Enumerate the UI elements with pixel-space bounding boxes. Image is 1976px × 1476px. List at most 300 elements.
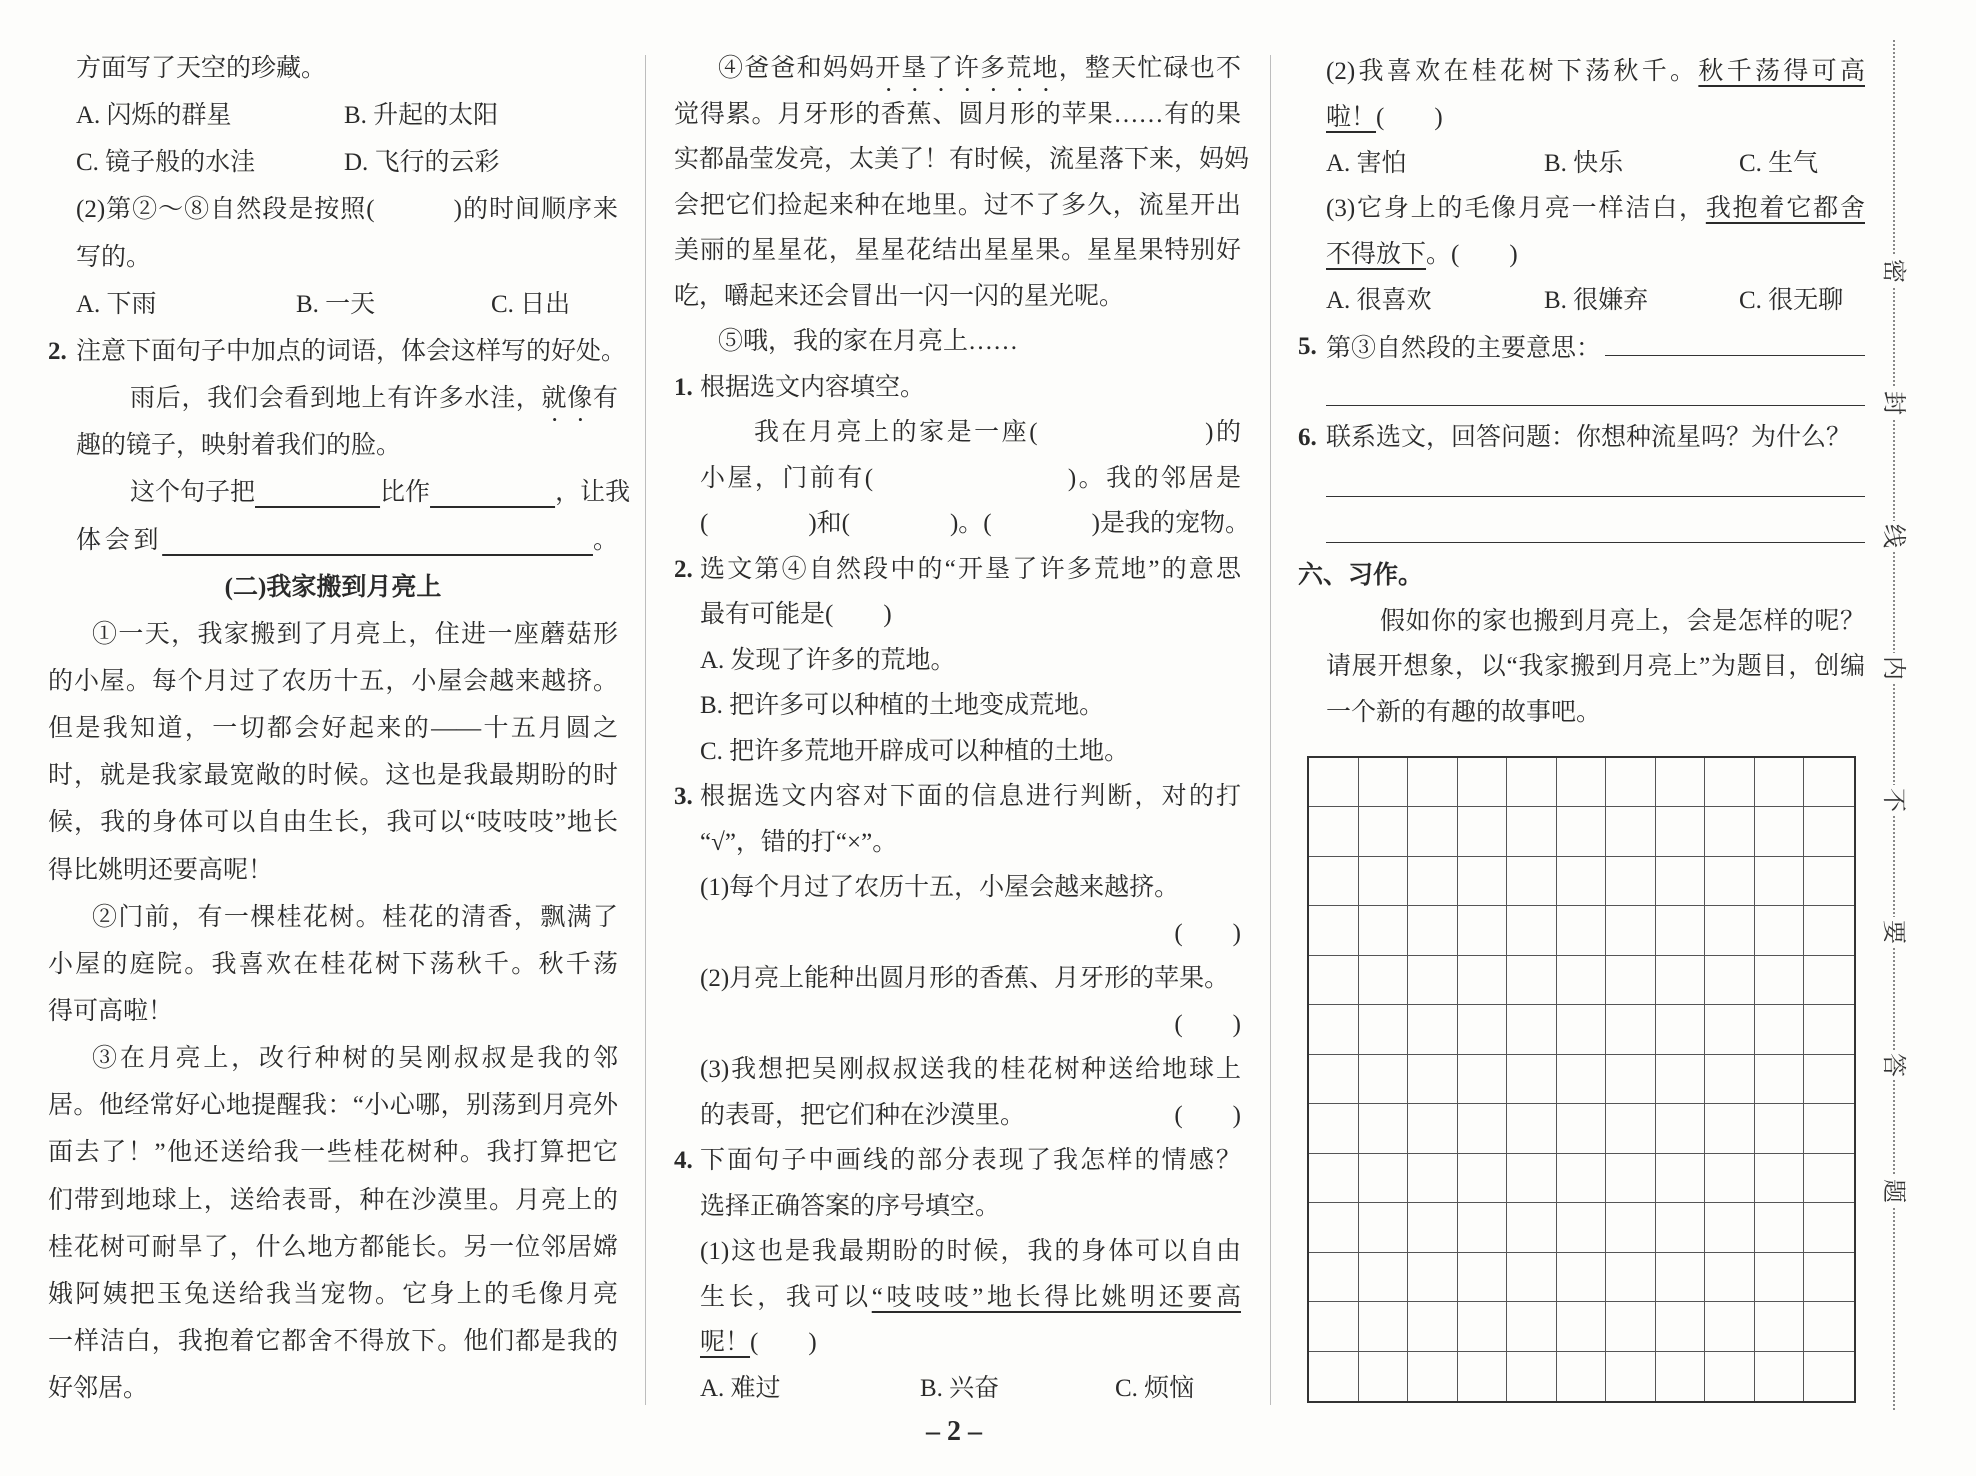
question-number: 4. [674,1147,693,1174]
grid-cell[interactable] [1309,956,1359,1005]
question-prompt [700,370,1241,406]
grid-cell[interactable] [1804,1302,1854,1351]
text-segment: 。 [592,526,618,554]
grid-cell[interactable] [1557,906,1607,955]
underlined-text: 秋千荡得可高 [1698,58,1865,85]
grid-cell[interactable] [1408,857,1458,906]
grid-cell[interactable] [1656,1253,1706,1302]
grid-cell[interactable] [1408,1005,1458,1054]
grid-cell[interactable] [1557,758,1607,807]
grid-cell[interactable] [1804,807,1854,856]
text-segment: 候，我的身体可以自由生长，我可以“吱吱吱”地长 [48,809,618,837]
grid-cell[interactable] [1804,857,1854,906]
grid-cell[interactable] [1408,1154,1458,1203]
grid-cell[interactable] [1408,906,1458,955]
underlined-text [162,527,593,554]
passage-line [48,1324,618,1360]
grid-cell[interactable] [1507,758,1557,807]
grid-cell[interactable] [1705,956,1755,1005]
grid-cell[interactable] [1705,758,1755,807]
grid-cell[interactable] [1408,956,1458,1005]
grid-cell[interactable] [1755,807,1805,856]
question-text [700,1052,1241,1088]
grid-cell[interactable] [1408,1203,1458,1252]
grid-cell[interactable] [1606,857,1656,906]
answer-line[interactable] [1326,496,1865,497]
grid-cell[interactable] [1507,1253,1557,1302]
grid-cell[interactable] [1755,1055,1805,1104]
question-text [76,428,618,464]
grid-cell[interactable] [1458,1154,1508,1203]
question-text [700,734,1241,770]
grid-cell[interactable] [1359,1005,1409,1054]
passage-line [48,1371,618,1407]
question-text [1326,100,1865,136]
seal-line-char: 线 [1878,521,1908,551]
grid-cell[interactable] [1606,1352,1656,1401]
grid-cell[interactable] [1755,1302,1805,1351]
grid-cell[interactable] [1507,1203,1557,1252]
grid-cell[interactable] [1804,1104,1854,1153]
seal-line-char: 答 [1878,1050,1908,1080]
grid-cell[interactable] [1309,1104,1359,1153]
grid-cell[interactable] [1507,1302,1557,1351]
question-number: 5. [1298,332,1317,360]
grid-cell[interactable] [1755,1352,1805,1401]
grid-cell[interactable] [1804,1253,1854,1302]
question-text [76,523,618,559]
grid-cell[interactable] [1606,1104,1656,1153]
text-segment: ( ) [750,1329,817,1356]
seal-line-char: 封 [1878,388,1908,418]
seal-line-char: 内 [1878,653,1908,683]
question-prompt [76,334,627,370]
grid-cell[interactable] [1606,1055,1656,1104]
grid-cell[interactable] [1755,1154,1805,1203]
grid-cell[interactable] [1656,956,1706,1005]
passage-line [48,994,618,1030]
grid-cell[interactable] [1656,807,1706,856]
grid-cell[interactable] [1309,1302,1359,1351]
underlined-text: 我抱着它都舍 [1705,195,1865,223]
grid-cell[interactable] [1309,807,1359,856]
grid-cell[interactable] [1557,956,1607,1005]
grid-cell[interactable] [1656,1302,1706,1351]
text-segment: 选文第④自然段中的“开垦了许多荒地”的意思 [700,555,1241,583]
grid-cell[interactable] [1507,1005,1557,1054]
text-segment: 美丽的星星花，星星花结出星星果。星星果特别好 [674,237,1241,264]
grid-cell[interactable] [1458,1104,1508,1153]
grid-cell[interactable] [1755,1203,1805,1252]
text-segment: 面去了！”他还送给我一些桂花树种。我打算把它 [48,1139,618,1167]
question-text [700,688,1241,724]
answer-option: A. 很喜欢 [1326,287,1432,314]
text-segment: ④爸爸和妈妈 [718,55,876,82]
grid-cell[interactable] [1359,1302,1409,1351]
text-segment: 的小屋。每个月过了农历十五，小屋会越来越挤。 [48,667,618,695]
answer-option: A. 害怕 [1326,149,1407,177]
dotted-emphasis-text: 就像 [541,385,593,413]
text-segment: B. 把许多可以种植的土地变成荒地。 [700,692,1105,719]
text-segment: 这个句子把 [130,479,256,507]
text-segment: C. 把许多荒地开辟成可以种植的土地。 [700,737,1130,765]
grid-cell[interactable] [1606,1253,1656,1302]
grid-cell[interactable] [1804,1154,1854,1203]
grid-cell[interactable] [1408,758,1458,807]
grid-cell[interactable] [1804,1005,1854,1054]
grid-cell[interactable] [1408,1253,1458,1302]
text-segment: 小屋的庭院。我喜欢在桂花树下荡秋千。秋千荡 [48,950,618,978]
grid-cell[interactable] [1804,1352,1854,1401]
underlined-text: 呢！ [700,1329,751,1356]
grid-cell[interactable] [1507,1104,1557,1153]
question-text [700,643,1241,679]
grid-cell[interactable] [1458,1302,1508,1351]
grid-cell[interactable] [1507,807,1557,856]
text-segment: (3)我想把吴刚叔叔送我的桂花树种送给地球上 [700,1056,1241,1083]
passage-line [48,853,618,889]
question-text [754,415,1241,451]
grid-cell[interactable] [1557,1154,1607,1203]
question-text [1326,54,1865,90]
judgement-bracket[interactable]: ( ) [1174,1010,1241,1038]
grid-cell[interactable] [1458,1253,1508,1302]
grid-cell[interactable] [1557,1203,1607,1252]
question-text [1326,695,1865,731]
question-prompt [700,552,1241,588]
seal-line-char: 题 [1878,1176,1908,1206]
question-text [700,961,1241,997]
text-segment: 的表哥，把它们种在沙漠里。 [700,1101,1026,1129]
answer-option: B. 升起的太阳 [344,102,499,130]
question-text [1326,237,1865,273]
text-segment: 但是我知道，一切都会好起来的——十五月圆之 [48,715,618,743]
grid-cell[interactable] [1755,906,1805,955]
grid-cell[interactable] [1557,1302,1607,1351]
grid-cell[interactable] [1557,1352,1607,1401]
grid-cell[interactable] [1557,857,1607,906]
grid-cell[interactable] [1458,1203,1508,1252]
grid-cell[interactable] [1606,906,1656,955]
passage-line [92,900,618,936]
grid-cell[interactable] [1804,906,1854,955]
grid-cell[interactable] [1359,1253,1409,1302]
grid-cell[interactable] [1507,906,1557,955]
text-segment: (1)这也是我最期盼的时候，我的身体可以自由 [700,1238,1241,1265]
text-segment: 方面写了天空的珍藏。 [76,55,327,82]
grid-cell[interactable] [1656,1352,1706,1401]
question-prompt [1326,329,1865,365]
question-text [130,381,618,417]
grid-cell[interactable] [1458,1005,1508,1054]
grid-cell[interactable] [1408,1302,1458,1351]
text-segment: 桂花树可耐旱了，什么地方都能长。另一位邻居嫦 [48,1233,618,1261]
grid-cell[interactable] [1309,857,1359,906]
grid-cell[interactable] [1557,1253,1607,1302]
answer-option: B. 兴奋 [920,1374,1000,1402]
passage-line [48,1230,618,1266]
text-segment: 得比姚明还要高呢！ [48,856,274,884]
grid-cell[interactable] [1804,956,1854,1005]
grid-cell[interactable] [1755,758,1805,807]
grid-cell[interactable] [1705,1352,1755,1401]
answer-option: C. 烦恼 [1115,1374,1195,1402]
grid-cell[interactable] [1705,906,1755,955]
passage-line [48,1183,618,1219]
text-segment: (2)我喜欢在桂花树下荡秋千。 [1326,58,1699,85]
grid-cell[interactable] [1557,1055,1607,1104]
grid-cell[interactable] [1408,1104,1458,1153]
grid-cell[interactable] [1606,1302,1656,1351]
text-segment: 六、习作。 [1298,561,1424,589]
underlined-text [255,479,380,506]
text-segment: ③在月亮上，改行种树的吴刚叔叔是我的邻 [92,1045,618,1073]
question-text [700,916,1241,952]
answer-option: C. 很无聊 [1739,287,1844,314]
grid-cell[interactable] [1507,956,1557,1005]
grid-cell[interactable] [1458,906,1508,955]
grid-cell[interactable] [1656,1005,1706,1054]
dotted-emphasis-text: 开垦了许多荒地 [875,55,1059,82]
text-segment: ( )和( )。( )是我的宠物。 [700,510,1250,537]
writing-grid[interactable] [1307,756,1856,1403]
text-segment: ①一天，我家搬到了月亮上，住进一座蘑菇形 [92,620,618,648]
answer-option: A. 闪烁的群星 [76,102,232,130]
answer-option: A. 下雨 [76,290,157,318]
grid-cell[interactable] [1705,1302,1755,1351]
section-heading [1298,558,1865,594]
grid-cell[interactable] [1359,956,1409,1005]
passage-line [48,805,618,841]
grid-cell[interactable] [1557,1104,1607,1153]
question-text [1380,604,1865,640]
passage-line [92,617,618,653]
question-text [1326,649,1865,685]
text-segment: (2)月亮上能种出圆月形的香蕉、月牙形的苹果。 [700,965,1230,992]
answer-line[interactable] [1326,542,1865,543]
grid-cell[interactable] [1359,1203,1409,1252]
answer-option: D. 飞行的云彩 [344,149,500,177]
grid-cell[interactable] [1705,1203,1755,1252]
column-divider [645,55,646,1405]
grid-cell[interactable] [1606,1005,1656,1054]
text-segment: 有 [592,385,618,413]
answer-option: B. 很嫌弃 [1544,287,1649,314]
question-text [700,1007,1241,1043]
grid-cell[interactable] [1606,758,1656,807]
grid-cell[interactable] [1458,1352,1508,1401]
grid-cell[interactable] [1656,1055,1706,1104]
grid-cell[interactable] [1458,1055,1508,1104]
question-number: 1. [674,373,693,401]
grid-cell[interactable] [1309,906,1359,955]
text-segment: (3)它身上的毛像月亮一样洁白， [1326,195,1706,223]
grid-cell[interactable] [1656,906,1706,955]
text-segment: ②门前，有一棵桂花树。桂花的清香，飘满了 [92,903,618,931]
passage-line [48,664,618,700]
grid-cell[interactable] [1656,1154,1706,1203]
grid-cell[interactable] [1309,1203,1359,1252]
passage-line [48,1277,618,1313]
grid-cell[interactable] [1408,1055,1458,1104]
passage-line [674,142,1250,178]
grid-cell[interactable] [1309,1352,1359,1401]
text-segment: ，让我 [555,479,631,507]
judgement-bracket[interactable]: ( ) [1174,919,1241,947]
question-text [700,1325,1241,1361]
column-divider [1270,55,1271,1405]
text-segment: 最有可能是( ) [700,601,892,628]
grid-cell[interactable] [1606,956,1656,1005]
grid-cell[interactable] [1656,1104,1706,1153]
grid-cell[interactable] [1606,1203,1656,1252]
grid-cell[interactable] [1755,857,1805,906]
question-prompt [700,779,1241,815]
seal-line-char: 密 [1878,256,1908,286]
grid-cell[interactable] [1309,1005,1359,1054]
text-segment: 体会到 [76,526,163,554]
grid-cell[interactable] [1804,1055,1854,1104]
text-segment: 第③自然段的主要意思： [1326,334,1602,362]
text-segment: 雨后，我们会看到地上有许多水洼， [130,385,542,413]
answer-option: B. 一天 [296,290,376,318]
answer-blank[interactable] [1605,329,1865,356]
grid-cell[interactable] [1359,1055,1409,1104]
grid-cell[interactable] [1507,1352,1557,1401]
passage-line [48,947,618,983]
text-segment: 注意下面句子中加点的词语，体会这样写的好处。 [76,337,627,365]
text-segment: 选择正确答案的序号填空。 [700,1192,1001,1220]
grid-cell[interactable] [1755,1253,1805,1302]
question-prompt [700,1143,1241,1179]
question-text [76,192,618,228]
grid-cell[interactable] [1705,1154,1755,1203]
text-segment: 趣的镜子，映射着我们的脸。 [76,432,402,460]
grid-cell[interactable] [1458,857,1508,906]
text-segment: 时，就是我家最宽敞的时候。这也是我最期盼的时 [48,762,618,790]
grid-cell[interactable] [1458,956,1508,1005]
grid-cell[interactable] [1309,758,1359,807]
underlined-text: 不得放下 [1326,241,1427,269]
grid-cell[interactable] [1309,1154,1359,1203]
question-text [700,597,1241,633]
grid-cell[interactable] [1359,1154,1409,1203]
text-segment: (2)第②～⑧自然段是按照( )的时间顺序来 [76,196,618,224]
question-number: 3. [674,783,693,810]
text-segment: 请展开想象，以“我家搬到月亮上”为题目，创编 [1326,653,1865,681]
text-segment: 根据选文内容对下面的信息进行判断，对的打 [700,783,1241,810]
grid-cell[interactable] [1705,1005,1755,1054]
grid-cell[interactable] [1507,857,1557,906]
passage-line [48,1088,618,1124]
question-text [700,1098,1241,1134]
text-segment: 娥阿姨把玉兔送给我当宠物。它身上的毛像月亮 [48,1280,618,1308]
grid-cell[interactable] [1656,758,1706,807]
seal-line-char: 不 [1878,785,1908,815]
grid-cell[interactable] [1458,807,1508,856]
grid-cell[interactable] [1507,1154,1557,1203]
grid-cell[interactable] [1705,1104,1755,1153]
passage-line [48,758,618,794]
text-segment: 下面句子中画线的部分表现了我怎样的情感？ [700,1147,1241,1174]
question-text [1326,191,1865,227]
question-text [76,51,618,87]
grid-cell[interactable] [1359,807,1409,856]
grid-cell[interactable] [1705,1253,1755,1302]
grid-cell[interactable] [1359,906,1409,955]
grid-cell[interactable] [1755,956,1805,1005]
grid-cell[interactable] [1309,1253,1359,1302]
grid-cell[interactable] [1606,807,1656,856]
underlined-text [430,479,555,506]
text-segment: 假如你的家也搬到月亮上，会是怎样的呢？ [1380,607,1865,635]
text-segment: 小屋，门前有( )。我的邻居是 [700,464,1241,492]
question-number: 6. [1298,424,1317,452]
grid-cell[interactable] [1309,1055,1359,1104]
grid-cell[interactable] [1557,807,1607,856]
passage-line [674,188,1241,224]
question-text [700,461,1241,497]
grid-cell[interactable] [1804,758,1854,807]
passage-line [718,324,1241,360]
question-text [700,1234,1241,1270]
grid-cell[interactable] [1359,1104,1409,1153]
text-segment: 吃，嚼起来还会冒出一闪一闪的星光呢。 [674,282,1125,310]
grid-cell[interactable] [1408,807,1458,856]
grid-cell[interactable] [1408,1352,1458,1401]
seal-line-char: 要 [1878,917,1908,947]
text-segment: 居。他经常好心地提醒我：“小心哪，别荡到月亮外 [48,1092,618,1120]
grid-cell[interactable] [1557,1005,1607,1054]
text-segment: (二)我家搬到月亮上 [224,573,442,601]
passage-line [718,51,1241,87]
text-segment: A. 发现了许多的荒地。 [700,646,956,674]
grid-cell[interactable] [1606,1154,1656,1203]
answer-option: B. 快乐 [1544,149,1624,177]
text-segment: 会把它们捡起来种在地里。过不了多久，流星开出 [674,191,1241,219]
answer-option: C. 镜子般的水洼 [76,149,256,177]
grid-cell[interactable] [1755,1104,1805,1153]
grid-cell[interactable] [1359,857,1409,906]
grid-cell[interactable] [1804,1203,1854,1252]
grid-cell[interactable] [1656,857,1706,906]
answer-option: C. 日出 [491,290,571,318]
question-text [700,1189,1241,1225]
underlined-text: 啦！ [1326,103,1377,131]
grid-cell[interactable] [1507,1055,1557,1104]
grid-cell[interactable] [1458,758,1508,807]
question-text [700,825,1241,861]
answer-line[interactable] [1326,405,1865,406]
question-text [700,1280,1241,1316]
grid-cell[interactable] [1705,857,1755,906]
question-text [700,870,1241,906]
question-number: 2. [674,555,693,583]
grid-cell[interactable] [1656,1203,1706,1252]
text-segment: 比作 [380,479,431,507]
grid-cell[interactable] [1705,1055,1755,1104]
text-segment: ⑤哦，我的家在月亮上…… [718,328,1019,355]
grid-cell[interactable] [1705,807,1755,856]
text-segment: 好邻居。 [48,1375,149,1403]
grid-cell[interactable] [1359,1352,1409,1401]
text-segment: 一样洁白，我抱着它都舍不得放下。他们都是我的 [48,1328,618,1356]
text-segment: 我在月亮上的家是一座( )的 [754,419,1241,446]
judgement-bracket[interactable]: ( ) [1174,1101,1241,1129]
grid-cell[interactable] [1359,758,1409,807]
text-segment: 一个新的有趣的故事吧。 [1326,699,1602,727]
grid-cell[interactable] [1755,1005,1805,1054]
